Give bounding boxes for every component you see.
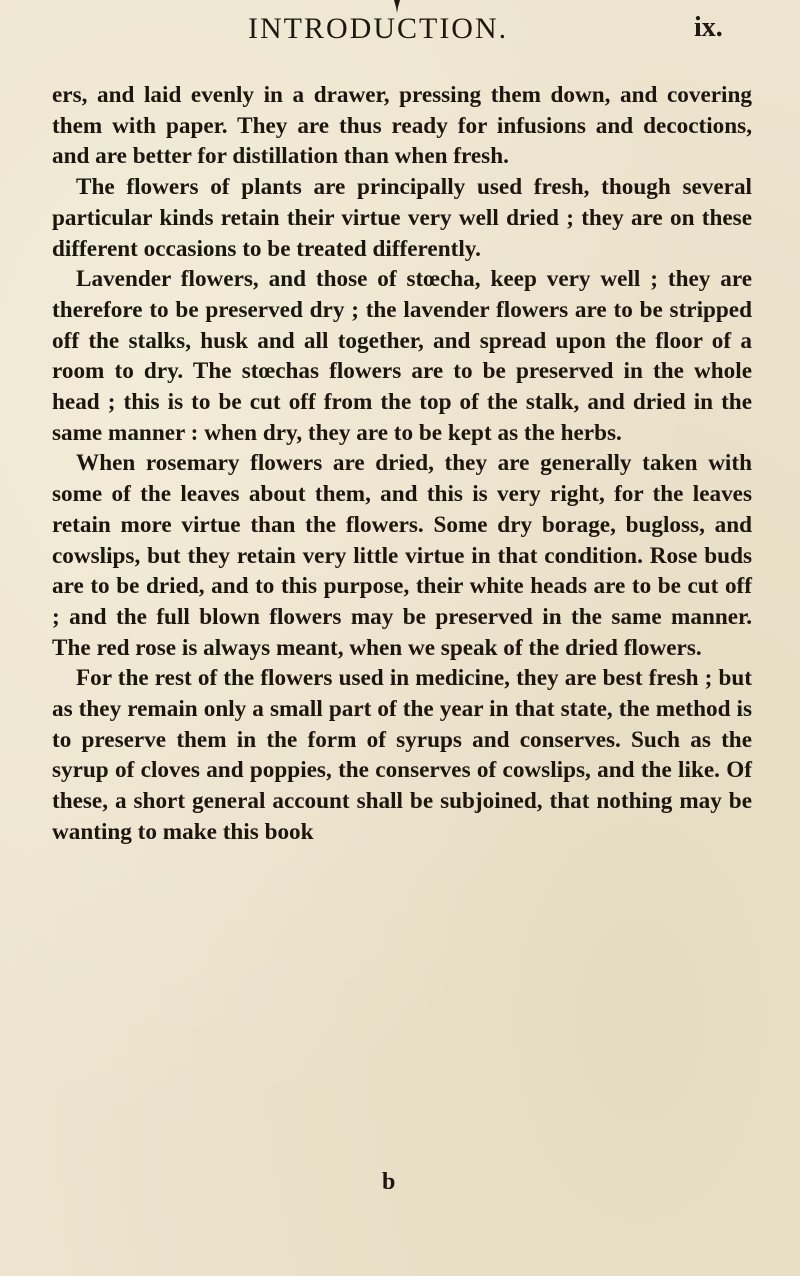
page-title: INTRODUCTION.: [248, 12, 509, 45]
paragraph-continuation: ers, and laid evenly in a drawer, pressing them down, and covering them with paper. They are thus ready for infusions and decoctions, and are better for distillation than when fresh.: [52, 82, 752, 170]
page-number: ix.: [694, 12, 723, 43]
body-text: [52, 80, 752, 848]
paragraph-lavender: Lavender flowers, and those of stœcha, keep very well ; they are therefore to be preserved dry ; the lavender flowers are to be stripped off the stalks, husk and all together, and spread upon the floor of a room to dry. The stœchas flowers are to be preserved in the whole head ; this is to be cut off from the top of the stalk, and dried in the same manner : when dry, they are to be kept as the herbs.: [52, 266, 752, 446]
paragraph-flowers: The flowers of plants are principally used fresh, though several particular kinds retain their virtue very well dried ; they are on these different occasions to be treated differently.: [52, 174, 752, 262]
paragraph-rosemary: When rosemary flowers are dried, they are generally taken with some of the leaves about them, and this is very right, for the leaves retain more virtue than the flowers. Some dry borage, bugloss, and cowslips, but they retain very little virtue in that condition. Rose buds are to be dried, and to this purpose, their white heads are to be cut off ; and the full blown flowers may be preserved in the same manner. The red rose is always meant, when we speak of the dried flowers.: [52, 450, 752, 661]
paragraph-rest-of-flowers: For the rest of the flowers used in medicine, they are best fresh ; but as they remain only a small part of the year in that state, the method is to preserve them in the form of syrups and conserves. Such as the syrup of cloves and poppies, the conserves of cowslips, and the like. Of these, a short general account shall be subjoined, that nothing may be wanting to make this book: [52, 665, 752, 845]
running-head: [0, 4, 800, 44]
signature-mark: b: [382, 1169, 396, 1195]
